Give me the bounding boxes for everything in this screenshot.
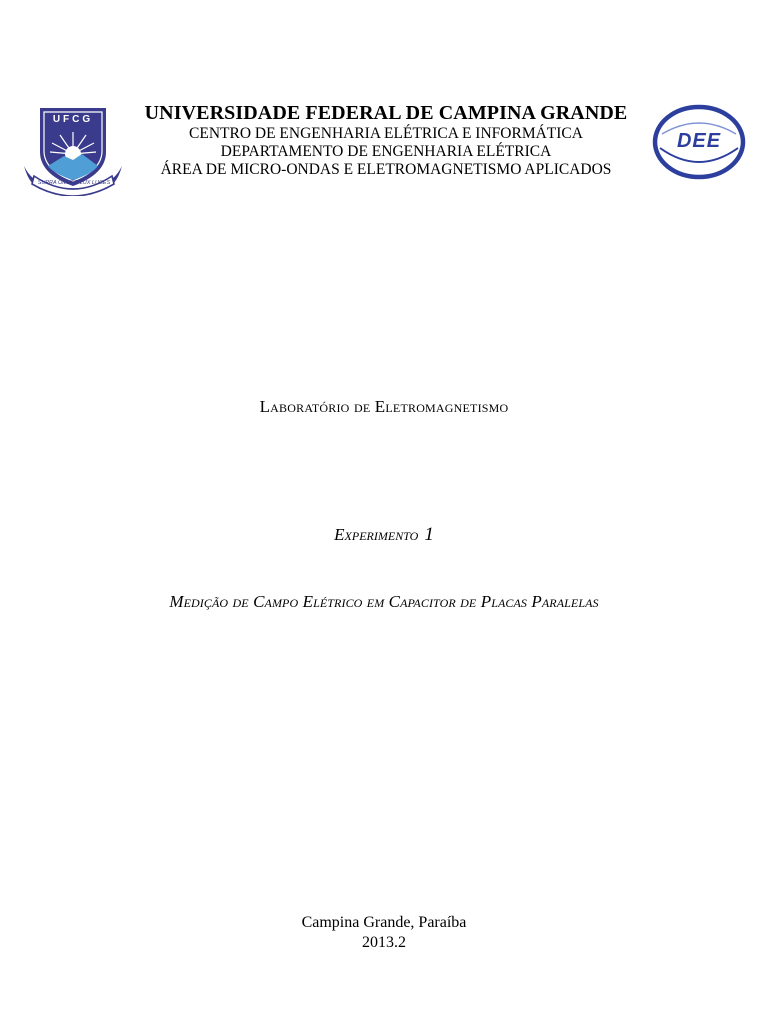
area-name: ÁREA DE MICRO-ONDAS E ELETROMAGNETISMO APLICADOS bbox=[160, 161, 612, 178]
lab-title: Laboratório de Eletromagnetismo bbox=[259, 397, 509, 416]
experiment-number: 1 bbox=[424, 524, 434, 545]
footer-place: Campina Grande, Paraíba bbox=[301, 914, 467, 931]
ufcg-logo-icon bbox=[22, 104, 124, 196]
center-name: CENTRO DE ENGENHARIA ELÉTRICA E INFORMÁTICA bbox=[189, 125, 583, 142]
ufcg-acronym: UFCG bbox=[52, 114, 94, 125]
footer-year: 2013.2 bbox=[362, 934, 406, 951]
experiment-heading bbox=[0, 524, 768, 546]
experiment-label: Experimento bbox=[334, 525, 419, 544]
institution-header bbox=[130, 101, 642, 179]
dee-acronym: DEE bbox=[676, 130, 722, 152]
university-name: UNIVERSIDADE FEDERAL DE CAMPINA GRANDE bbox=[144, 102, 628, 124]
experiment-subject: Medição de Campo Elétrico em Capacitor de Placas Paralelas bbox=[169, 592, 599, 611]
ufcg-motto: SUPRA OMNES LUX LUCES bbox=[37, 180, 111, 186]
dee-logo-icon bbox=[652, 104, 746, 180]
department-name: DEPARTAMENTO DE ENGENHARIA ELÉTRICA bbox=[220, 143, 552, 160]
